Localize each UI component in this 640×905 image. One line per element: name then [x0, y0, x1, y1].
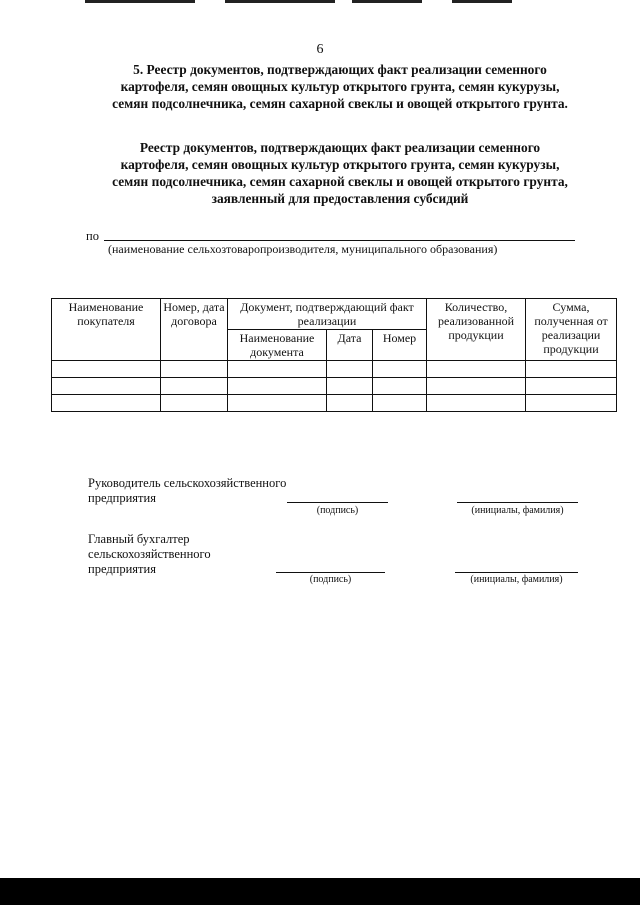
accountant-initials-caption: (инициалы, фамилия): [470, 574, 563, 585]
register-title: Реестр документов, подтверждающих факт реализации семенного картофеля, семян овощных культур открытого грунта, семян кукурузы, семян подсолнечника, семян сахарной свеклы и овощей открытого грунта, заявленный для предоставления субсидий: [112, 140, 568, 206]
page-number: 6: [316, 42, 324, 57]
head-signature-caption: (подпись): [316, 505, 359, 516]
head-initials-line: [457, 502, 578, 503]
table-row: [52, 361, 617, 378]
col-buyer-header: Наименование покупателя: [52, 299, 161, 361]
table-row: [52, 395, 617, 412]
head-title: Руководитель сельскохозяйственного предприятия: [88, 476, 287, 505]
producer-name-line: [104, 240, 575, 241]
producer-caption: (наименование сельхозтоваропроизводителя, муниципального образования): [108, 242, 498, 256]
accountant-initials-line: [455, 572, 578, 573]
sub-doc-number-header: Номер: [373, 330, 427, 361]
scan-top-marks: [0, 0, 640, 6]
accountant-signature-caption: (подпись): [309, 574, 352, 585]
head-initials-caption: (инициалы, фамилия): [471, 505, 564, 516]
table-row: [52, 378, 617, 395]
col-document-header: Документ, подтверждающий факт реализации: [228, 299, 427, 330]
register-table: [51, 298, 617, 412]
section-heading: 5. Реестр документов, подтверждающих факт реализации семенного картофеля, семян овощных культур открытого грунта, семян кукурузы, семян подсолнечника, семян сахарной свеклы и овощей открытого грунта.: [112, 62, 568, 111]
col-sum-header: Сумма, полученная от реализации продукции: [526, 299, 617, 361]
sub-doc-name-header: Наименование документа: [228, 330, 327, 361]
col-quantity-header: Количество, реализованной продукции: [427, 299, 526, 361]
col-contract-header: Номер, дата договора: [161, 299, 228, 361]
scan-bottom-border: [0, 878, 640, 905]
accountant-signature-line: [276, 572, 385, 573]
accountant-title: Главный бухгалтер сельскохозяйственного предприятия: [88, 532, 211, 576]
producer-prefix: по: [86, 229, 99, 243]
sub-doc-date-header: Дата: [327, 330, 373, 361]
head-signature-line: [287, 502, 388, 503]
